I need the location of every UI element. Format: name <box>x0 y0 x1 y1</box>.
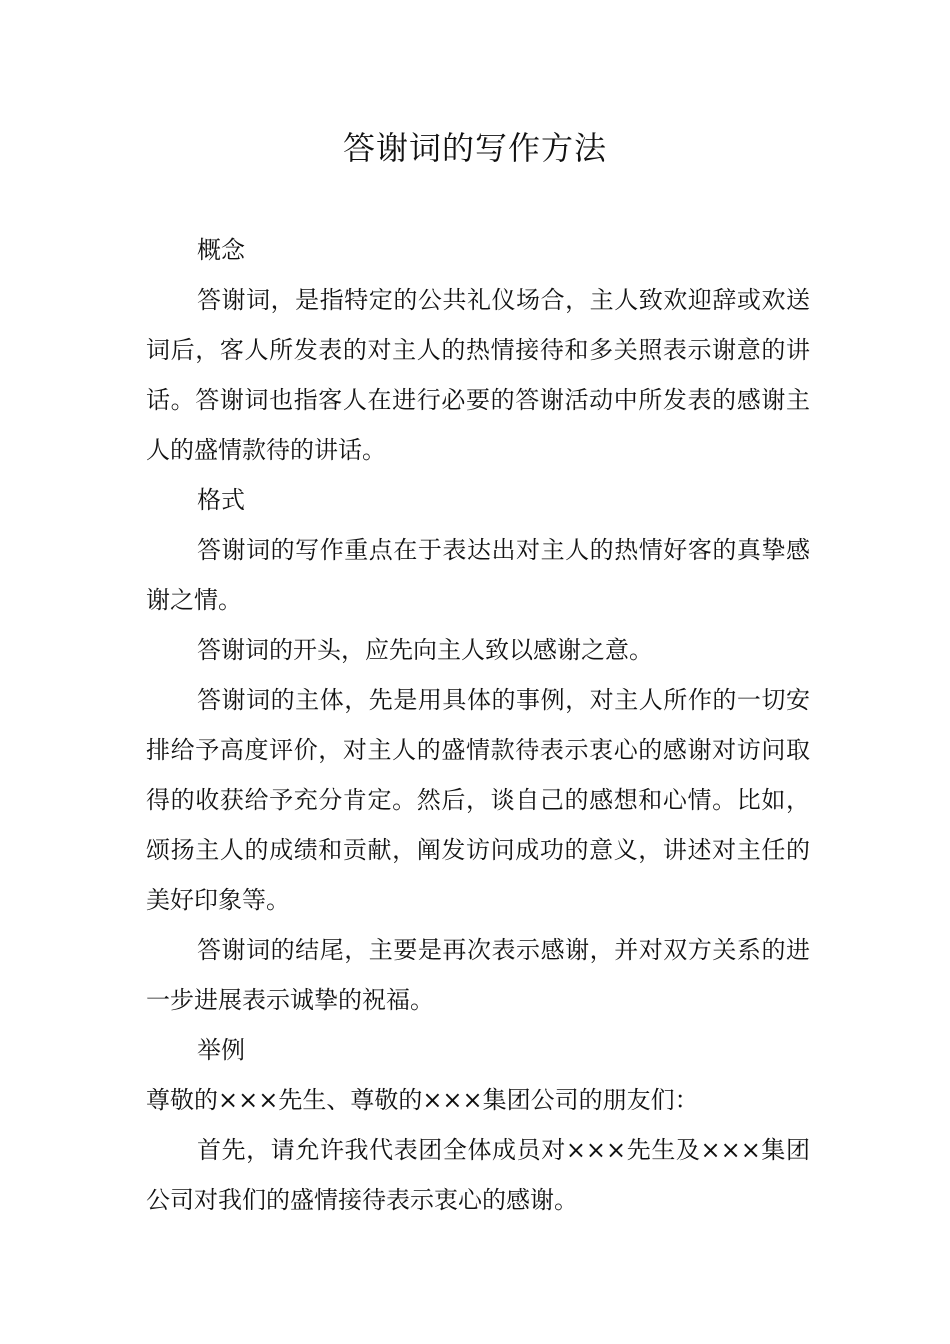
example-salutation: 尊敬的×××先生、尊敬的×××集团公司的朋友们： <box>146 1086 699 1114</box>
example-paragraph: 首先，请允许我代表团全体成员对×××先生及×××集团公司对我们的盛情接待表示衷心的感谢。 <box>146 1136 810 1214</box>
paragraph-focus: 答谢词的写作重点在于表达出对主人的热情好客的真挚感谢之情。 <box>146 536 810 614</box>
paragraph-main-body: 答谢词的主体，先是用具体的事例，对主人所作的一切安排给予高度评价，对主人的盛情款待表示衷心的感谢对访问取得的收获给予充分肯定。然后，谈自己的感想和心情。比如，颂扬主人的成绩和贡献，阐发访问成功的意义，讲述对主任的美好印象等。 <box>146 686 810 914</box>
paragraph-opening: 答谢词的开头，应先向主人致以感谢之意。 <box>197 636 653 664</box>
paragraph-definition: 答谢词，是指特定的公共礼仪场合，主人致欢迎辞或欢送词后，客人所发表的对主人的热情接待和多关照表示谢意的讲话。答谢词也指客人在进行必要的答谢活动中所发表的感谢主人的盛情款待的讲话。 <box>146 286 810 464</box>
heading-format: 格式 <box>197 486 245 514</box>
paragraph-ending: 答谢词的结尾，主要是再次表示感谢，并对双方关系的进一步进展表示诚挚的祝福。 <box>146 936 810 1014</box>
heading-concept: 概念 <box>197 236 245 264</box>
document-body <box>146 225 810 1225</box>
document-title: 答谢词的写作方法 <box>342 129 607 167</box>
heading-example: 举例 <box>197 1036 245 1064</box>
